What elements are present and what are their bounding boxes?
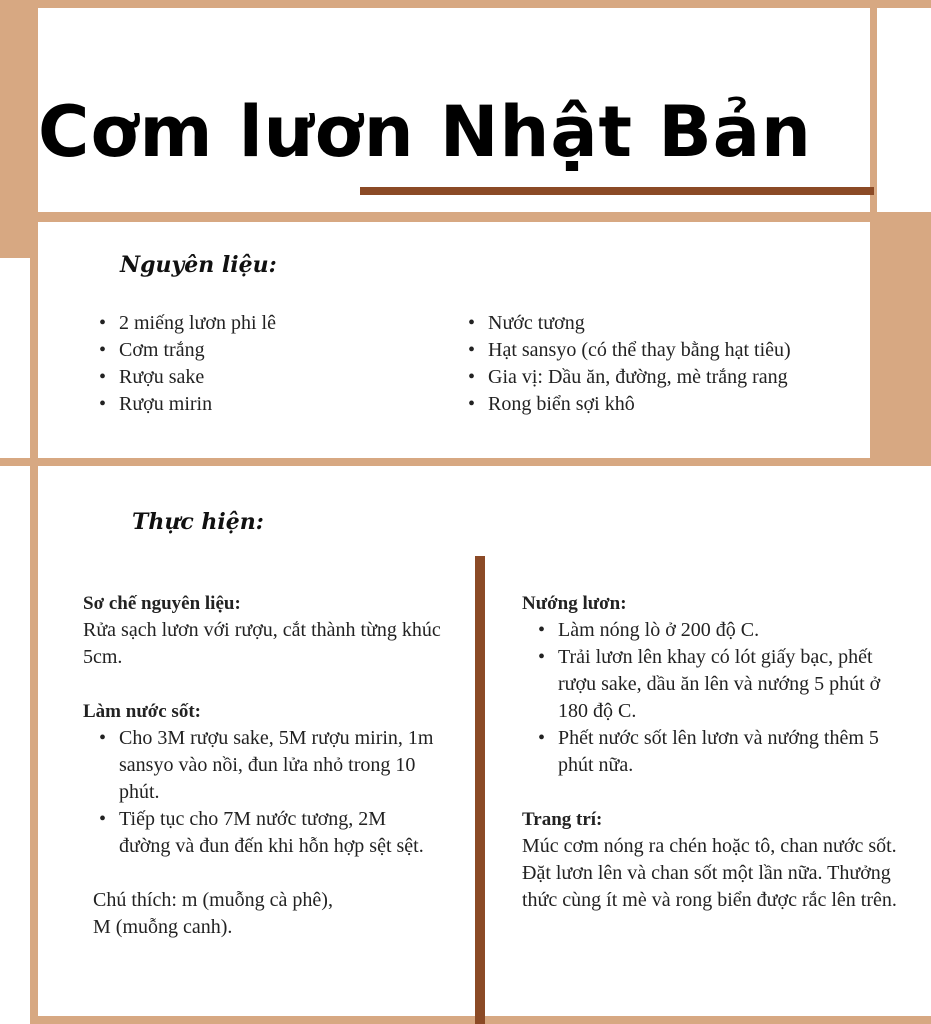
list-item: • Làm nóng lò ở 200 độ C.: [538, 617, 898, 644]
column-divider: [475, 556, 485, 1024]
method-left-column: [83, 590, 453, 941]
list-item: • Rong biển sợi khô: [468, 391, 868, 418]
list-item: • Rượu sake: [99, 364, 439, 391]
ingredients-list-left: [99, 310, 439, 418]
list-item: • Hạt sansyo (có thể thay bằng hạt tiêu): [468, 337, 868, 364]
ingredients-list-right: [468, 310, 868, 418]
grill-steps: [538, 617, 898, 779]
list-item: • Nước tương: [468, 310, 868, 337]
ingredients-heading: Nguyên liệu:: [120, 252, 277, 278]
list-item: • Gia vị: Dầu ăn, đường, mè trắng rang: [468, 364, 868, 391]
method-heading: Thực hiện:: [132, 509, 264, 535]
grill-title: Nướng lươn:: [522, 593, 627, 614]
list-item: • Cho 3M rượu sake, 5M rượu mirin, 1m sansyo vào nồi, đun lửa nhỏ trong 10 phút.: [99, 725, 439, 806]
list-item: • Cơm trắng: [99, 337, 439, 364]
section-divider: [0, 458, 931, 466]
title-underline: [360, 187, 874, 195]
method-right-column: [522, 590, 912, 914]
garnish-text: Múc cơm nóng ra chén hoặc tô, chan nước sốt. Đặt lươn lên và chan sốt một lần nữa. Thưởng thức cùng ít mè và rong biển được rắc lên trên.: [522, 835, 897, 911]
note-line-1: Chú thích: m (muỗng cà phê),: [93, 889, 333, 911]
ingredients-left-border: [30, 212, 38, 462]
title-box-bottom-border: [30, 212, 877, 222]
top-border: [0, 0, 931, 8]
right-accent-block: [870, 212, 931, 462]
sauce-title: Làm nước sốt:: [83, 701, 201, 722]
list-item: • Phết nước sốt lên lươn và nướng thêm 5 phút nữa.: [538, 725, 898, 779]
sauce-steps: [99, 725, 439, 860]
note-line-2: M (muỗng canh).: [93, 916, 233, 938]
list-item: • Tiếp tục cho 7M nước tương, 2M đường và đun đến khi hỗn hợp sệt sệt.: [99, 806, 439, 860]
list-item: • Trải lươn lên khay có lót giấy bạc, phết rượu sake, dầu ăn lên và nướng 5 phút ở 180 độ C.: [538, 644, 898, 725]
note: [93, 887, 453, 941]
method-left-border: [30, 458, 38, 1024]
list-item: • Rượu mirin: [99, 391, 439, 418]
page-title: Cơm lươn Nhật Bản: [38, 91, 812, 173]
prep-title: Sơ chế nguyên liệu:: [83, 593, 241, 614]
garnish-title: Trang trí:: [522, 809, 603, 830]
prep-text: Rửa sạch lươn với rượu, cắt thành từng khúc 5cm.: [83, 619, 441, 668]
list-item: • 2 miếng lươn phi lê: [99, 310, 439, 337]
